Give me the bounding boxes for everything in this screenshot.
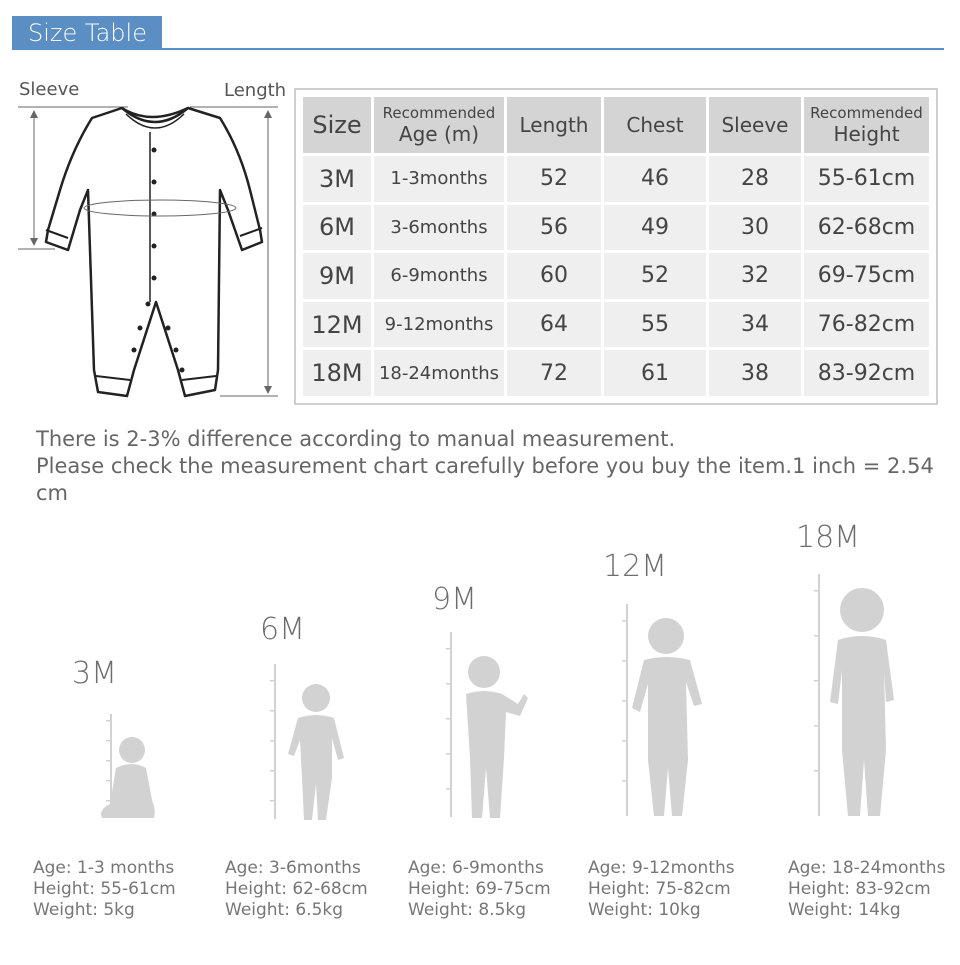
kid-label-12m: 12M	[603, 549, 668, 584]
size-grid	[300, 94, 932, 399]
baby-sitting-icon	[96, 710, 186, 822]
cell-length: 60	[507, 253, 601, 299]
kid-info-12m	[588, 858, 735, 921]
kid-weight: Weight: 6.5kg	[225, 900, 344, 920]
kid-label-3m: 3M	[72, 656, 117, 691]
cell-size: 6M	[303, 205, 371, 251]
cell-chest: 49	[604, 205, 706, 251]
cell-size: 18M	[303, 350, 371, 396]
cell-length: 52	[507, 156, 601, 202]
kid-age: Age: 9-12months	[588, 858, 735, 878]
cell-sleeve: 30	[709, 205, 801, 251]
header-height-top: Recommended	[810, 104, 923, 122]
cell-height: 69-75cm	[804, 253, 929, 299]
cell-sleeve: 34	[709, 302, 801, 348]
header-age	[374, 97, 504, 153]
toddler-6m-icon	[268, 660, 358, 825]
kid-weight: Weight: 8.5kg	[408, 900, 527, 920]
kid-weight: Weight: 14kg	[788, 900, 901, 920]
kid-height: Height: 69-75cm	[408, 879, 551, 899]
note-line-2: Please check the measurement chart carefully before you buy the item.1 inch = 2.54 cm	[36, 454, 934, 505]
table-row	[303, 302, 929, 348]
header-divider	[162, 48, 944, 50]
cell-age: 18-24months	[374, 350, 504, 396]
cell-age: 6-9months	[374, 253, 504, 299]
table-header-row	[303, 97, 929, 153]
kid-label-18m: 18M	[796, 520, 861, 555]
kid-height: Height: 62-68cm	[225, 879, 368, 899]
kid-height: Height: 83-92cm	[788, 879, 931, 899]
cell-chest: 46	[604, 156, 706, 202]
kid-info-9m	[408, 858, 551, 921]
measurement-notes	[36, 426, 960, 507]
note-line-1: There is 2-3% difference according to manual measurement.	[36, 427, 676, 451]
toddler-9m-icon	[444, 628, 534, 823]
header-age-top: Recommended	[382, 104, 496, 122]
section-title: Size Table	[12, 16, 162, 50]
cell-size: 3M	[303, 156, 371, 202]
size-table	[294, 88, 938, 405]
sleeve-label: Sleeve	[19, 79, 80, 100]
kid-age: Age: 1-3 months	[33, 858, 175, 878]
cell-height: 62-68cm	[804, 205, 929, 251]
header-length: Length	[507, 97, 601, 153]
header-age-bottom: Age (m)	[398, 122, 480, 146]
cell-chest: 61	[604, 350, 706, 396]
header-height	[804, 97, 929, 153]
cell-sleeve: 38	[709, 350, 801, 396]
cell-age: 1-3months	[374, 156, 504, 202]
child-18m-icon	[810, 570, 910, 822]
cell-size: 9M	[303, 253, 371, 299]
table-row	[303, 253, 929, 299]
cell-height: 76-82cm	[804, 302, 929, 348]
kid-info-6m	[225, 858, 368, 921]
kid-info-18m	[788, 858, 945, 921]
cell-size: 12M	[303, 302, 371, 348]
romper-icon	[10, 70, 295, 410]
cell-sleeve: 32	[709, 253, 801, 299]
header-sleeve: Sleeve	[709, 97, 801, 153]
cell-height: 55-61cm	[804, 156, 929, 202]
child-12m-icon	[618, 600, 718, 822]
kid-label-9m: 9M	[432, 582, 477, 617]
table-row	[303, 156, 929, 202]
header-size: Size	[303, 97, 371, 153]
cell-chest: 52	[604, 253, 706, 299]
cell-age: 3-6months	[374, 205, 504, 251]
cell-sleeve: 28	[709, 156, 801, 202]
cell-length: 72	[507, 350, 601, 396]
kid-age: Age: 6-9months	[408, 858, 544, 878]
cell-length: 64	[507, 302, 601, 348]
length-label: Length	[224, 80, 287, 101]
kid-age: Age: 18-24months	[788, 858, 946, 878]
kid-weight: Weight: 5kg	[33, 900, 135, 920]
cell-chest: 55	[604, 302, 706, 348]
kid-height: Height: 55-61cm	[33, 879, 176, 899]
kid-height: Height: 75-82cm	[588, 879, 731, 899]
kid-age: Age: 3-6months	[225, 858, 361, 878]
cell-age: 9-12months	[374, 302, 504, 348]
cell-length: 56	[507, 205, 601, 251]
kid-info-3m	[33, 858, 176, 921]
kid-weight: Weight: 10kg	[588, 900, 701, 920]
garment-diagram	[10, 70, 295, 410]
header-chest: Chest	[604, 97, 706, 153]
kid-label-6m: 6M	[260, 612, 305, 647]
cell-height: 83-92cm	[804, 350, 929, 396]
table-row	[303, 350, 929, 396]
table-row	[303, 205, 929, 251]
header-height-bottom: Height	[833, 122, 900, 146]
